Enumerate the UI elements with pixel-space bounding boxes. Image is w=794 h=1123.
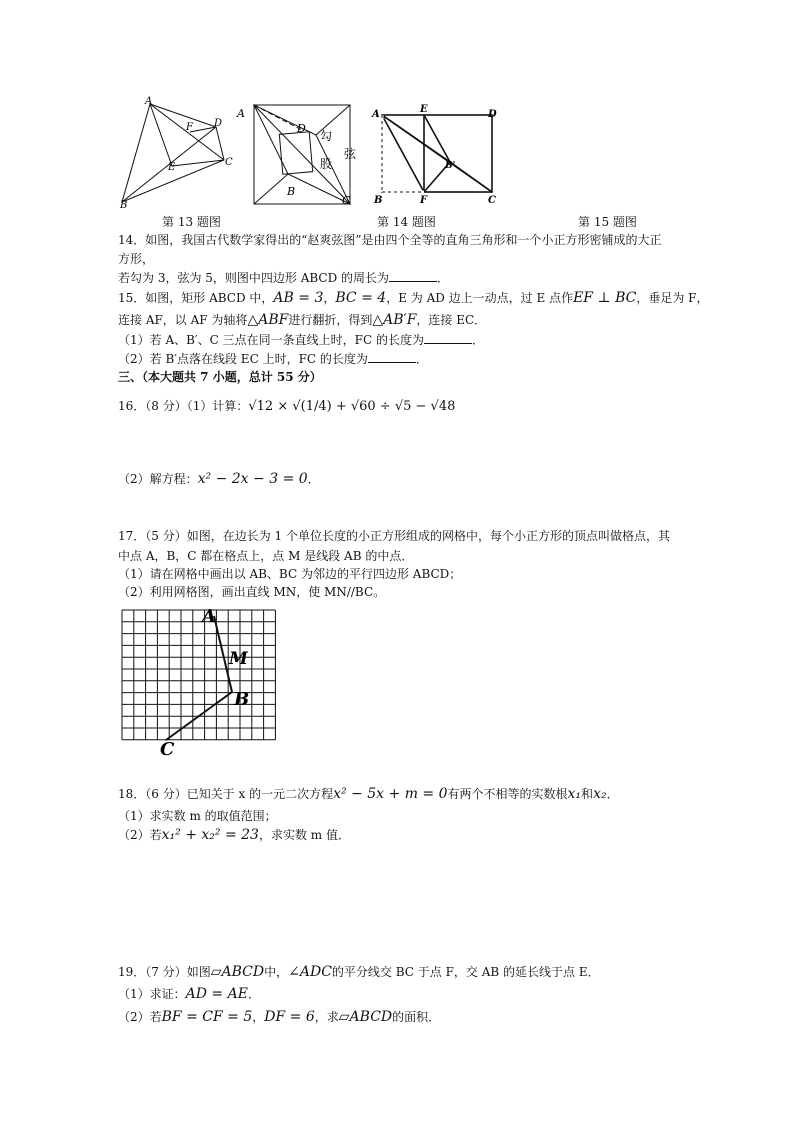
fig14-label-b: B	[287, 185, 296, 198]
q15-sub2-blank[interactable]	[368, 351, 416, 363]
fig15-label-a: A	[372, 109, 380, 120]
q19-parallelogram: ▱ABCD	[210, 964, 265, 980]
figure-15-caption: 第 15 题图	[578, 215, 637, 229]
q19-sub1	[118, 986, 260, 1002]
q19-sub2-sep: ，	[252, 1010, 265, 1024]
q15-sub2-text: （2）若 B′点落在线段 EC 上时，FC 的长度为	[118, 352, 368, 366]
q17-line4: （2）利用网格图，画出直线 MN，使 MN//BC。	[118, 585, 386, 599]
q17-line2: 中点 A，B，C 都在格点上，点 M 是线段 AB 的中点．	[118, 549, 414, 563]
q19-sub2-end: 的面积．	[392, 1010, 441, 1024]
q15-line2	[118, 312, 486, 328]
q16-equation-end: ．	[307, 472, 320, 486]
q18-end: ．	[606, 787, 619, 801]
q15-line1	[118, 290, 709, 306]
figure-13-diagram	[116, 94, 240, 210]
q19-text: 19．（7 分）如图	[118, 965, 211, 979]
fig15-label-d: D	[488, 109, 497, 120]
fig14-label-gu: 股	[320, 157, 333, 171]
q15-triangle-abprimef: △AB′F	[372, 312, 417, 328]
q19-sub2-text: （2）若	[118, 1010, 162, 1024]
q15-sub1-blank[interactable]	[424, 332, 472, 344]
q19-sub1-end: ．	[247, 987, 260, 1001]
q19-angle: ∠ADC	[288, 964, 332, 980]
q15-l2-mid: 进行翻折，得到	[288, 313, 373, 327]
q15-text-3: ，垂足为 F，	[636, 291, 709, 305]
q16-line2	[118, 471, 320, 487]
q15-sub1-end: ．	[471, 333, 484, 347]
q19-line1	[118, 964, 600, 980]
fig14-label-c: C	[342, 194, 351, 207]
q15-sep: ，	[323, 291, 336, 305]
q15-l2-pre: 连接 AF，以 AF 为轴将	[118, 313, 248, 327]
q19-sub1-text: （1）求证：	[118, 987, 186, 1001]
q18-and: 和	[581, 787, 594, 801]
q17-grid-figure	[118, 604, 282, 760]
q15-sub1	[118, 332, 484, 348]
q18-equation: x² − 5x + m = 0	[333, 786, 448, 802]
q18-x2: x₂	[593, 786, 607, 802]
fig15-label-bprime: B'	[445, 161, 456, 171]
fig15-label-e: E	[420, 104, 428, 115]
q16-expression: √12 × √(1/4) + √60 ÷ √5 − √48	[248, 399, 456, 414]
q19-sub2-eq2: DF = 6	[264, 1009, 315, 1025]
q18-sub2-equation: x₁² + x₂² = 23	[161, 827, 259, 843]
q18-sub2-end: ，求实数 m 值．	[258, 828, 350, 842]
fig15-label-b: B	[374, 195, 383, 206]
fig15-label-c: C	[488, 195, 496, 206]
q14-line3-text: 若勾为 3，弦为 5，则图中四边形 ABCD 的周长为	[118, 271, 390, 285]
grid-label-a: A	[202, 606, 216, 627]
section-3-heading: 三、（本大题共 7 小题，总计 55 分）	[118, 370, 322, 384]
grid-label-c: C	[160, 739, 175, 760]
q18-line1	[118, 786, 619, 802]
q15-ef: EF ⊥ BC	[573, 290, 637, 306]
q18-sub2-text: （2）若	[118, 828, 162, 842]
q14-line3	[118, 270, 449, 286]
q15-sub2-end: ．	[415, 352, 428, 366]
q19-sub2-parallelogram: ▱ABCD	[338, 1009, 393, 1025]
figure-14-diagram	[234, 100, 368, 210]
figure-15-diagram	[368, 100, 504, 210]
q18-sub2	[118, 827, 350, 843]
fig14-label-gou: 勾	[320, 129, 333, 143]
q15-text-1: 15．如图，矩形 ABCD 中，	[118, 291, 274, 305]
q19-sub1-equation: AD = AE	[185, 986, 248, 1002]
fig14-label-d: D	[297, 122, 306, 135]
q18-text-mid: 有两个不相等的实数根	[447, 787, 568, 801]
q15-triangle-abf: △ABF	[247, 312, 289, 328]
q14-line1: 14．如图，我国古代数学家得出的“赵爽弦图”是由四个全等的直角三角形和一个小正方形密铺成的大正	[118, 233, 662, 247]
figure-14-caption: 第 14 题图	[377, 215, 436, 229]
fig13-label-f: F	[186, 122, 193, 133]
q19-sub2	[118, 1009, 440, 1025]
fig13-label-b: B	[120, 200, 128, 210]
q15-l2-post: ，连接 EC．	[416, 313, 487, 327]
figure-13-caption: 第 13 题图	[162, 215, 221, 229]
q18-sub1: （1）求实数 m 的取值范围；	[118, 809, 277, 823]
q19-sub2-mid: ，求	[314, 1010, 339, 1024]
q18-text: 18．（6 分）已知关于 x 的一元二次方程	[118, 787, 334, 801]
q15-ab: AB = 3	[273, 290, 324, 306]
q16-line1	[118, 398, 455, 415]
q14-line2: 方形，	[118, 252, 155, 266]
fig13-label-d: D	[214, 118, 223, 129]
q16-text-2: （2）解方程：	[118, 472, 198, 486]
fig14-label-xian: 弦	[344, 147, 357, 161]
fig13-label-e: E	[168, 162, 176, 173]
fig14-label-a: A	[237, 107, 245, 120]
q15-bc: BC = 4	[335, 290, 387, 306]
q19-sub2-eq1: BF = CF = 5	[161, 1009, 253, 1025]
q18-x1: x₁	[567, 786, 582, 802]
fig13-label-a: A	[145, 96, 153, 107]
q15-sub1-text: （1）若 A、B′、C 三点在同一条直线上时，FC 的长度为	[118, 333, 424, 347]
fig15-label-f: F	[420, 195, 428, 206]
q15-sub2	[118, 351, 428, 367]
q15-text-2: ，E 为 AD 边上一动点，过 E 点作	[386, 291, 574, 305]
q17-line3: （1）请在网格中画出以 AB、BC 为邻边的平行四边形 ABCD；	[118, 567, 462, 581]
q16-text: 16．（8 分）（1）计算：	[118, 399, 249, 413]
fig13-label-c: C	[225, 157, 233, 168]
q17-line1: 17．（5 分）如图，在边长为 1 个单位长度的小正方形组成的网格中，每个小正方形的顶点叫做格点，其	[118, 529, 670, 543]
q14-line3-end: ．	[437, 271, 450, 285]
q14-answer-blank[interactable]	[389, 270, 437, 282]
q19-text-mid: 中，	[264, 965, 289, 979]
q19-text-post: 的平分线交 BC 于点 F，交 AB 的延长线于点 E．	[331, 965, 600, 979]
grid-label-b: B	[234, 689, 250, 710]
grid-label-m: M	[229, 649, 248, 669]
q16-equation: x² − 2x − 3 = 0	[197, 471, 308, 487]
